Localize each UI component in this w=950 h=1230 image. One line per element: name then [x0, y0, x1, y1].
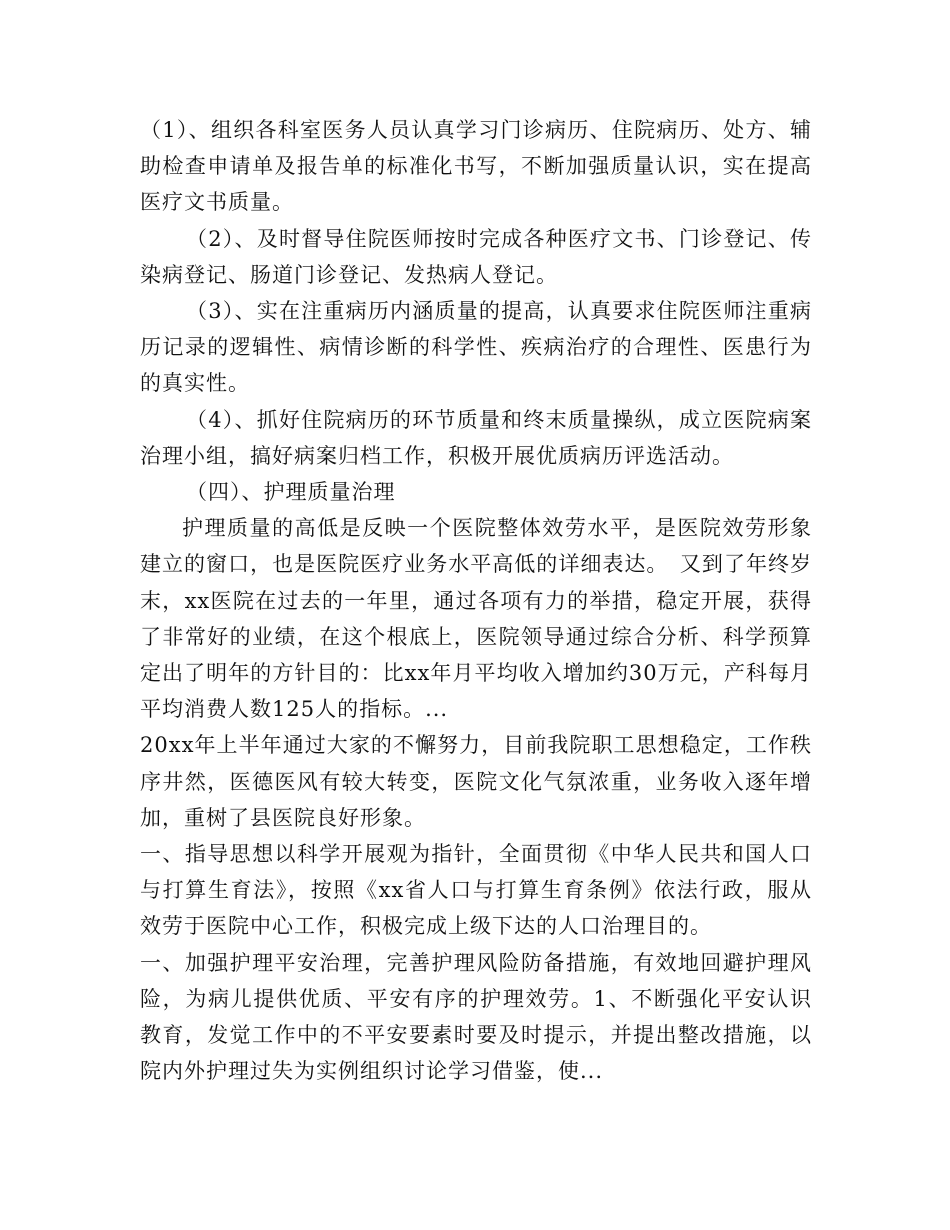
- paragraph-item-4: （4）、抓好住院病历的环节质量和终末质量操纵，成立医院病案治理小组，搞好病案归档工作，积极开展优质病历评选活动。: [140, 407, 812, 468]
- section-heading-nursing-quality: （四）、护理质量治理: [186, 480, 396, 505]
- paragraph-guiding-ideology: 一、指导思想以科学开展观为指针，全面贯彻《中华人民共和国人口与打算生育法》，按照《xx省人口与打算生育条例》依法行政，服从效劳于医院中心工作，积极完成上级下达的人口治理目的。: [140, 842, 812, 939]
- paragraph-nursing-safety: 一、加强护理平安治理，完善护理风险防备措施，有效地回避护理风险，为病儿提供优质、平安有序的护理效劳。1、不断强化平安认识教育，发觉工作中的不平安要素时要及时提示，并提出整改措施，以院内外护理过失为实例组织讨论学习借鉴，使...: [140, 950, 812, 1084]
- paragraph-nursing-quality: 护理质量的高低是反映一个医院整体效劳水平，是医院效劳形象建立的窗口，也是医院医疗业务水平高低的详细表达。 又到了年终岁末，xx医院在过去的一年里，通过各项有力的举措，稳定开展，获得了非常好的业绩，在这个根底上，医院领导通过综合分析、科学预算定出了明年的方针目的：比xx年月平均收入增加约30万元，产科每月平均消费人数125人的指标。...: [140, 516, 812, 722]
- paragraph-item-2: （2）、及时督导住院医师按时完成各种医疗文书、门诊登记、传染病登记、肠道门诊登记、发热病人登记。: [140, 226, 812, 287]
- paragraph-first-half-year: 20xx年上半年通过大家的不懈努力，目前我院职工思想稳定，工作秩序井然，医德医风有较大转变，医院文化气氛浓重，业务收入逐年增加，重树了县医院良好形象。: [140, 733, 812, 830]
- document-body: [140, 112, 812, 1089]
- paragraph-item-1: （1）、组织各科室医务人员认真学习门诊病历、住院病历、处方、辅助检查申请单及报告单的标准化书写，不断加强质量认识，实在提高医疗文书质量。: [140, 118, 812, 215]
- paragraph-item-3: （3）、实在注重病历内涵质量的提高，认真要求住院医师注重病历记录的逻辑性、病情诊断的科学性、疾病治疗的合理性、医患行为的真实性。: [140, 299, 812, 396]
